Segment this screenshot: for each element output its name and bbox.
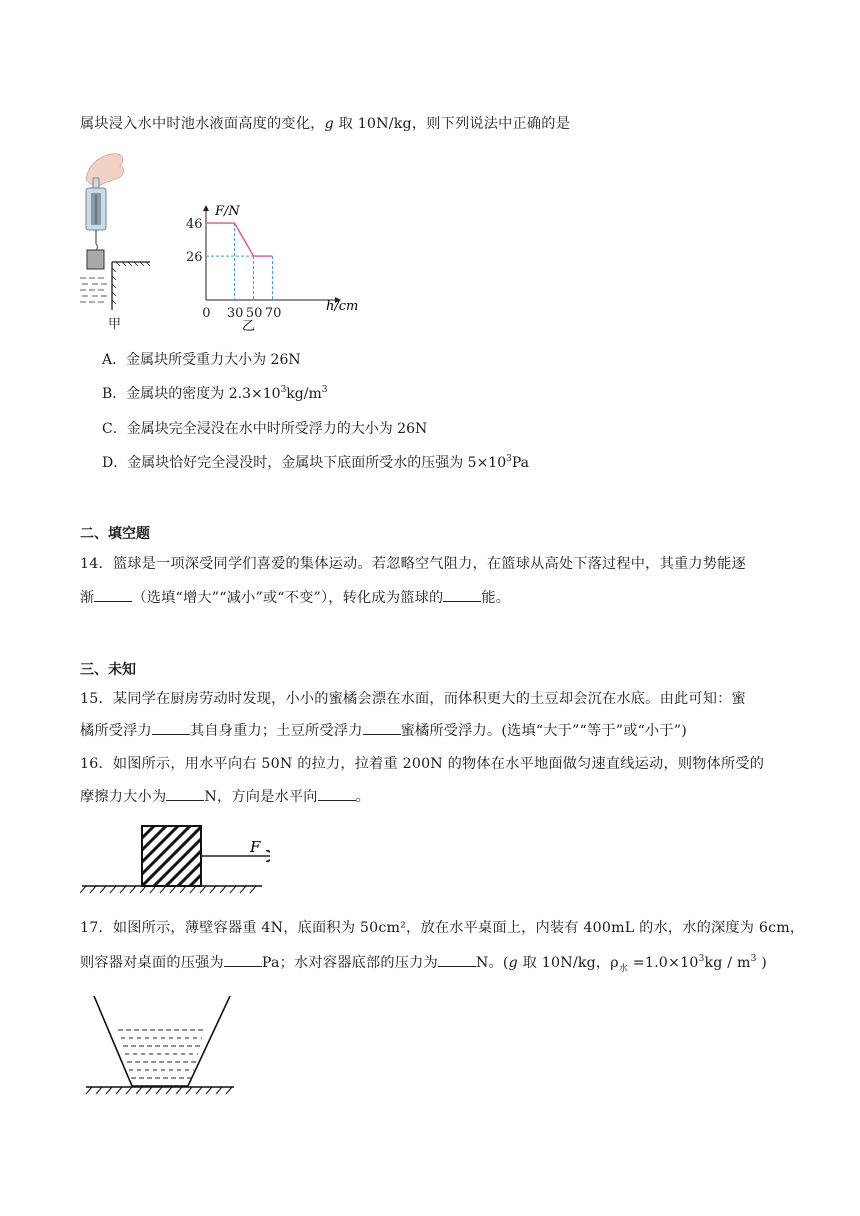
chart-x-tick-label: 0 xyxy=(202,306,211,321)
q17-rho-exp: 3 xyxy=(698,954,705,964)
q14-text-a: 渐 xyxy=(80,590,95,606)
water-icon xyxy=(80,278,107,302)
q13-stem-text-b: 取 10N/kg，则下列说法中正确的是 xyxy=(333,116,571,132)
q13-stem-tail xyxy=(80,113,570,133)
q13-option-d-exp: 3 xyxy=(506,454,512,464)
q15-blank-1[interactable] xyxy=(152,722,190,735)
q13-option-b[interactable] xyxy=(102,383,327,403)
q15-text-b: 其自身重力；土豆所受浮力 xyxy=(189,723,363,739)
q13-option-b-exp: 3 xyxy=(280,385,287,395)
q17-end: ) xyxy=(756,955,768,971)
force-label: F xyxy=(250,838,261,856)
q14-line1: 14．篮球是一项深受同学们喜爱的集体运动。若忽略空气阻力，在篮球从高处下落过程中，其重力势能逐 xyxy=(80,556,746,572)
q16-text-a: 摩擦力大小为 xyxy=(80,789,167,805)
chart-x-tick-label: 70 xyxy=(264,306,282,321)
container-icon xyxy=(94,996,230,1086)
q15-line2 xyxy=(80,720,687,740)
q14-line2 xyxy=(80,587,510,607)
chart-y-tick-label: 26 xyxy=(186,250,203,266)
q17-blank-1[interactable] xyxy=(224,954,262,967)
q14-blank-2[interactable] xyxy=(443,589,481,602)
figure-container xyxy=(84,990,240,1102)
q17-rho: ρ xyxy=(610,955,619,971)
q15-text-c: 蜜橘所受浮力。(选填“大于”“等于”或“小于”) xyxy=(400,723,687,739)
q13-option-d-text: D．金属块恰好完全浸没时，金属块下底面所受水的压强为 5×10 xyxy=(102,455,507,471)
q13-option-b-unit-exp: 3 xyxy=(321,385,328,395)
figure-yi-chart xyxy=(180,196,370,336)
metal-block-icon xyxy=(87,250,104,269)
q17-g: g xyxy=(508,955,518,971)
q17-rho-unit-exp: 3 xyxy=(750,954,757,964)
q16-blank-1[interactable] xyxy=(166,788,204,801)
section-title-fill-in: 二、填空题 xyxy=(80,526,150,542)
q16-blank-2[interactable] xyxy=(318,788,356,801)
q14-blank-1[interactable] xyxy=(94,589,132,602)
chart-x-tick-label: 50 xyxy=(245,306,263,321)
q13-option-d-unit: Pa xyxy=(511,455,530,471)
q17-line2 xyxy=(80,952,767,972)
q16-text-c: 。 xyxy=(355,789,371,805)
q17-rho-unit: kg / m xyxy=(704,955,751,971)
q13-option-b-unit: kg/m xyxy=(286,386,322,402)
q17-rho-eq: =1.0×10 xyxy=(628,955,699,971)
q13-stem-text-a: 属块浸入水中时池水液面高度的变化， xyxy=(80,116,325,132)
container-water-icon xyxy=(118,1030,206,1078)
chart-ylabel: F/N xyxy=(215,204,240,219)
q16-line1: 16．如图所示，用水平向右 50N 的拉力，拉着重 200N 的物体在水平地面做匀速直线运动，则物体所受的 xyxy=(80,756,765,772)
q17-rho-sub: 水 xyxy=(618,963,629,974)
figure-yi-label: 乙 xyxy=(242,319,256,334)
figure-block-force xyxy=(80,822,270,902)
figure-jia xyxy=(78,148,158,338)
section-title-unknown: 三、未知 xyxy=(80,662,136,678)
q13-stem-g: g xyxy=(324,116,334,132)
hand-icon xyxy=(86,154,124,188)
q17-text-d: 取 10N/kg， xyxy=(517,955,611,971)
q14-text-b: （选填“增大”“减小”或“不变”），转化成为篮球的 xyxy=(132,590,444,606)
q13-option-a[interactable]: A．金属块所受重力大小为 26N xyxy=(102,352,301,368)
q16-text-b: N，方向是水平向 xyxy=(204,789,318,805)
chart-series-line xyxy=(206,223,273,256)
q14-text-c: 能。 xyxy=(481,590,511,606)
q16-line2 xyxy=(80,786,370,806)
q13-option-c[interactable]: C．金属块完全浸没在水中时所受浮力的大小为 26N xyxy=(102,421,428,437)
figure-jia-label: 甲 xyxy=(108,317,122,332)
q17-line1: 17．如图所示，薄壁容器重 4N，底面积为 50cm²，放在水平桌面上，内装有 400mL 的水，水的深度为 6cm， xyxy=(80,920,805,936)
q17-blank-2[interactable] xyxy=(438,954,476,967)
q13-option-b-text: B．金属块的密度为 2.3×10 xyxy=(102,386,281,402)
q17-text-c: N。( xyxy=(475,955,509,971)
chart-xlabel: h/cm xyxy=(326,299,359,314)
q13-option-d[interactable] xyxy=(102,452,529,472)
q17-text-b: Pa；水对容器底部的压力为 xyxy=(261,955,438,971)
chart-x-tick-label: 30 xyxy=(226,306,244,321)
q15-line1: 15．某同学在厨房劳动时发现，小小的蜜橘会漂在水面，而体积更大的土豆却会沉在水底。由此可知：蜜 xyxy=(80,691,746,707)
chart-y-tick-label: 46 xyxy=(186,217,203,233)
q17-text-a: 则容器对桌面的压强为 xyxy=(80,955,224,971)
q15-text-a: 橘所受浮力 xyxy=(80,723,152,739)
q15-blank-2[interactable] xyxy=(363,722,401,735)
